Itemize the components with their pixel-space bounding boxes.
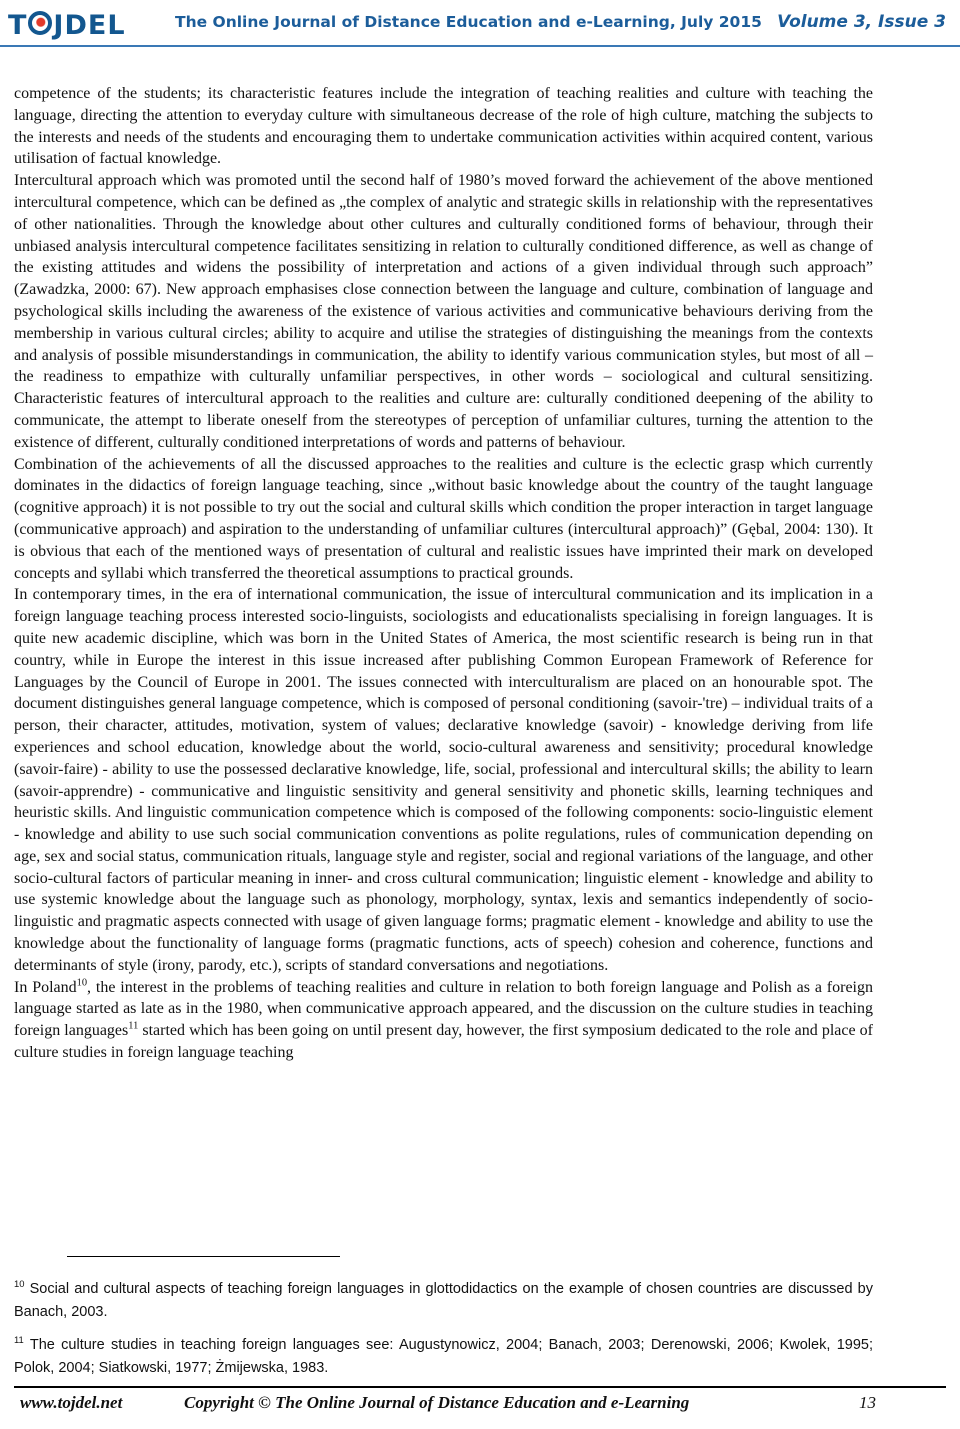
footnote-ref-10[interactable]: 10 [76, 977, 88, 989]
paragraph-3: Combination of the achievements of all the discussed approaches to the realities and culture is the eclectic grasp which currently dominates in the didactics of foreign language teaching, since „without basic knowledge about the country of the taught language (cognitive approach) it is not possible to try out the social and cultural skills which condition the proper interaction in target language (communicative approach) and aspiration to the understanding of unfamiliar cultures (intercultural approach)” (Gębal, 2004: 130). It is obvious that each of the mentioned ways of presentation of cultural and realistic issues have imprinted their mark on developed concepts and syllabi which transferred the theoretical assumptions to practical grounds. [14, 455, 873, 582]
volume-issue: Volume 3, Issue 3 [777, 12, 946, 32]
header-divider [0, 45, 960, 47]
paragraph-5 [14, 977, 873, 1064]
footnote-text: Social and cultural aspects of teaching foreign languages in glottodidactics on the example of chosen countries are discussed by Banach, 2003. [14, 1281, 873, 1320]
footnote-11 [14, 1334, 873, 1380]
footnote-separator [67, 1256, 340, 1257]
logo-letter-t: T [8, 9, 28, 41]
site-link[interactable]: www.tojdel.net [20, 1393, 123, 1412]
paragraph-5-start: In Poland [14, 978, 77, 996]
footnote-ref-11[interactable]: 11 [128, 1020, 139, 1032]
paragraph-2: Intercultural approach which was promoted until the second half of 1980’s moved forward the achievement of the above mentioned intercultural competence, which can be defined as „the complex of analytic and strategic skills in relationship with the representatives of other nationalities. Through the knowledge about other cultures and culturally conditioned forms of behaviour, through their unbiased analysis intercultural competence facilitates sensitizing in relation to culturally conditioned difference, as well as change of the existing attitudes and widens the possibility of interpretation and actions of a given individual through such approach” (Zawadzka, 2000: 67). New approach emphasises close connection between the language and culture, combination of language and psychological skills including the awareness of the existence of various activities and communicative behaviours deriving from the membership in various cultural circles; ability to acquire and utilise the strategies of distinguishing the meanings from the contexts and analysis of possible misunderstandings in communication, the ability to identify various communication styles, but most of all – the readiness to empathize with culturally unfamiliar perspectives, in other words – sociological and cultural sensitizing. Characteristic features of intercultural approach to the realities and culture are: culturally conditioned deepening of the ability to communicate, the attempt to liberate oneself from the stereotypes of perception of unfamiliar cultures, turning the attention to the existence of different, culturally conditioned interpretations of words and patterns of behaviour. [14, 172, 873, 451]
logo-letters: JDEL [53, 9, 126, 41]
footnote-number: 10 [14, 1278, 25, 1290]
page-header [0, 0, 960, 46]
article-body [14, 83, 873, 1064]
footer-divider [14, 1386, 946, 1388]
paragraph-5-end: started which has been going on until present day, however, the first symposium dedicated to the role and place of culture studies in foreign language teaching [14, 1022, 873, 1062]
footnotes [14, 1278, 873, 1390]
footnote-10 [14, 1278, 873, 1324]
page-number: 13 [859, 1393, 876, 1412]
footnote-text: The culture studies in teaching foreign languages see: Augustynowicz, 2004; Banach, 2003; Derenowski, 2006; Kwolek, 1995; Polok, 2004; Siatkowski, 1977; Żmijewska, 1983. [14, 1337, 873, 1376]
copyright-notice: Copyright © The Online Journal of Distance Education and e-Learning [184, 1393, 690, 1412]
footnote-number: 11 [14, 1334, 24, 1346]
paragraph-5-middle: , the interest in the problems of teaching realities and culture in relation to both foreign language and Polish as a foreign language started as late as in the 1980, when communicative approach appeared, and the discussion on the culture studies in teaching foreign languages [14, 978, 873, 1040]
paragraph-4: In contemporary times, in the era of international communication, the issue of intercultural communication and its implication in a foreign language teaching process interested socio-linguists, sociologists and educationalists specialising in foreign languages. It is quite new academic discipline, which was born in the United States of America, the most scientific research is being run in that country, while in Europe the interest in this issue increased after publishing Common European Framework of Reference for Languages by the Council of Europe in 2001. The issues connected with interculturalism are placed on an honourable spot. The document distinguishes general language competence, which is composed of personal conditioning (savoir-'tre) – individual traits of a person, their character, attitudes, motivation, system of values; declarative knowledge (savoir) - knowledge deriving from life experiences and school education, knowledge about the world, socio-cultural awareness and sensitivity; procedural knowledge (savoir-faire) - ability to use the possessed declarative knowledge, life, social, professional and intercultural skills; the ability to learn (savoir-apprendre) - communicative and linguistic sensitivity and general sensitivity and phonetic skills, learning techniques and heuristic skills. And linguistic communication competence which is composed of the following components: socio-linguistic element - knowledge and ability to use such social communication conventions as polite regulations, rules of communication depending on age, sex and social status, communication rituals, language style and register, social and regional variations of the language, and other socio-cultural factors of particular meaning in inner- and cross cultural communication; linguistic element - knowledge and ability to use systemic knowledge about the language such as phonology, morphology, syntax, lexis and semantics independently of socio-linguistic and pragmatic aspects connected with usage of given language forms; pragmatic element - knowledge and ability to use the knowledge about the functionality of language forms (pragmatic functions, acts of speech) cohesion and coherence, functions and determinants of style (irony, parody, etc.), scripts of standard conversations and negotiations. [14, 586, 873, 974]
tojdel-logo [8, 8, 126, 42]
paragraph-1: competence of the students; its characteristic features include the integration of teaching realities and culture with teaching the language, directing the attention to everyday culture with simultaneous decrease of the role of high culture, matching the subjects to the interests and needs of the students and encouraging them to undertake communication activities within acquired content, various utilisation of factual knowledge. [14, 85, 873, 168]
journal-title: The Online Journal of Distance Education and e-Learning, July 2015 [175, 13, 762, 31]
logo-o-icon [28, 11, 52, 35]
